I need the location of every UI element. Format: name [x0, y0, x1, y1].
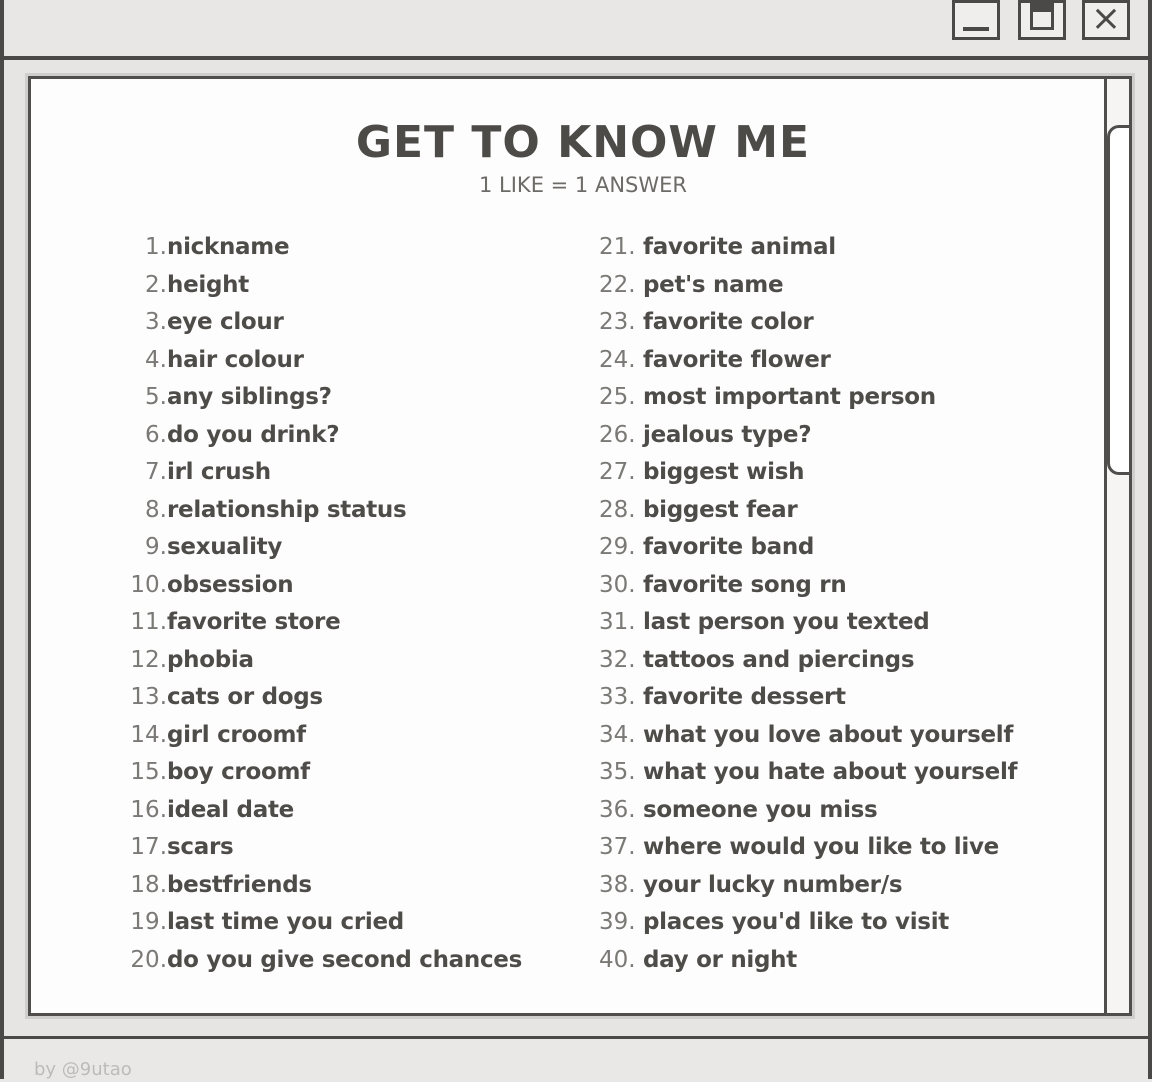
question-item	[599, 642, 1017, 680]
question-item	[123, 792, 522, 830]
question-item	[599, 417, 1017, 455]
question-item	[123, 417, 522, 455]
title-bar	[4, 0, 1148, 60]
minimize-icon	[963, 27, 989, 31]
question-number: 17.	[130, 834, 167, 860]
question-number: 24.	[599, 346, 636, 373]
question-item	[599, 717, 1017, 755]
question-number: 40.	[599, 946, 636, 973]
question-text: pet's name	[643, 271, 784, 298]
footer-strip	[4, 1036, 1148, 1082]
question-number: 13.	[130, 684, 167, 710]
question-text: what you hate about yourself	[643, 759, 1018, 785]
content-panel	[28, 76, 1132, 1016]
question-text: hair colour	[167, 346, 304, 373]
question-text: sexuality	[167, 534, 283, 560]
question-item	[123, 492, 522, 530]
scrollbar-thumb[interactable]	[1107, 125, 1129, 475]
question-text: day or night	[643, 946, 797, 973]
question-number: 26.	[599, 421, 636, 448]
question-text: irl crush	[167, 459, 271, 485]
question-item	[123, 529, 522, 567]
minimize-button[interactable]	[952, 0, 1000, 40]
question-item	[123, 267, 522, 305]
question-number: 19.	[130, 909, 167, 935]
question-text: cats or dogs	[167, 684, 323, 710]
question-text: any siblings?	[167, 384, 332, 410]
question-number: 32.	[599, 646, 636, 673]
question-list-left	[123, 229, 522, 979]
question-number: 8.	[145, 496, 167, 523]
question-item	[123, 454, 522, 492]
question-item	[599, 454, 1017, 492]
question-item	[599, 829, 1017, 867]
question-item	[599, 754, 1017, 792]
question-item	[599, 529, 1017, 567]
question-item	[123, 642, 522, 680]
question-text: boy croomf	[167, 759, 310, 785]
question-text: favorite song rn	[643, 571, 847, 598]
question-number: 5.	[145, 384, 167, 410]
question-item	[123, 867, 522, 905]
question-number: 33.	[599, 684, 636, 710]
page-subtitle: 1 LIKE = 1 ANSWER	[479, 173, 687, 197]
question-number: 29.	[599, 534, 636, 560]
question-item	[599, 304, 1017, 342]
question-number: 22.	[599, 271, 636, 298]
question-number: 36.	[599, 796, 636, 823]
question-number: 37.	[599, 834, 636, 860]
question-text: favorite flower	[643, 346, 831, 373]
question-item	[599, 792, 1017, 830]
question-item	[599, 679, 1017, 717]
question-text: do you give second chances	[167, 946, 522, 973]
question-text: girl croomf	[167, 721, 306, 748]
question-item	[123, 829, 522, 867]
question-item	[123, 604, 522, 642]
question-number: 38.	[599, 871, 636, 898]
close-icon: ×	[1090, 0, 1122, 39]
question-number: 16.	[130, 796, 167, 823]
question-text: eye clour	[167, 309, 284, 335]
question-item	[123, 679, 522, 717]
question-text: ideal date	[167, 796, 294, 823]
question-item	[123, 567, 522, 605]
question-number: 20.	[130, 946, 167, 973]
question-text: favorite color	[643, 309, 814, 335]
question-text: favorite store	[167, 609, 341, 635]
question-text: someone you miss	[643, 796, 878, 823]
question-number: 30.	[599, 571, 636, 598]
question-number: 9.	[145, 534, 167, 560]
question-text: last time you cried	[167, 909, 404, 935]
question-item	[599, 904, 1017, 942]
question-number: 11.	[130, 609, 167, 635]
maximize-icon	[1030, 3, 1054, 30]
question-text: your lucky number/s	[643, 871, 903, 898]
scrollbar-track[interactable]	[1104, 79, 1129, 1013]
question-item	[599, 942, 1017, 980]
question-number: 31.	[599, 609, 636, 635]
question-number: 4.	[145, 346, 167, 373]
question-text: favorite band	[643, 534, 815, 560]
question-item	[599, 379, 1017, 417]
credit-text: by @9utao	[34, 1059, 132, 1080]
question-number: 1.	[145, 234, 167, 260]
question-text: height	[167, 271, 249, 298]
question-item	[123, 342, 522, 380]
question-number: 14.	[130, 721, 167, 748]
question-item	[123, 717, 522, 755]
question-item	[123, 942, 522, 980]
close-button[interactable]	[1082, 0, 1130, 40]
question-list-right	[599, 229, 1017, 979]
question-item	[123, 904, 522, 942]
question-text: last person you texted	[643, 609, 930, 635]
question-number: 3.	[145, 309, 167, 335]
question-text: obsession	[167, 571, 294, 598]
maximize-button[interactable]	[1018, 0, 1066, 40]
question-text: places you'd like to visit	[643, 909, 949, 935]
question-text: scars	[167, 834, 234, 860]
question-number: 10.	[130, 571, 167, 598]
question-item	[123, 379, 522, 417]
question-number: 15.	[130, 759, 167, 785]
question-text: favorite animal	[643, 234, 836, 260]
question-item	[123, 229, 522, 267]
question-item	[599, 229, 1017, 267]
question-number: 2.	[145, 271, 167, 298]
question-text: where would you like to live	[643, 834, 999, 860]
question-item	[599, 867, 1017, 905]
question-number: 7.	[145, 459, 167, 485]
page-title: GET TO KNOW ME	[355, 117, 811, 168]
question-text: relationship status	[167, 496, 407, 523]
question-number: 28.	[599, 496, 636, 523]
question-text: nickname	[167, 234, 290, 260]
question-number: 21.	[599, 234, 636, 260]
question-number: 12.	[130, 646, 167, 673]
question-number: 25.	[599, 384, 636, 410]
question-text: jealous type?	[643, 421, 812, 448]
question-number: 34.	[599, 721, 636, 748]
question-number: 18.	[130, 871, 167, 898]
question-text: tattoos and piercings	[643, 646, 915, 673]
question-item	[599, 604, 1017, 642]
question-number: 39.	[599, 909, 636, 935]
question-number: 35.	[599, 759, 636, 785]
question-item	[123, 754, 522, 792]
question-text: favorite dessert	[643, 684, 846, 710]
question-item	[599, 567, 1017, 605]
question-number: 23.	[599, 309, 636, 335]
question-text: bestfriends	[167, 871, 312, 898]
question-item	[599, 492, 1017, 530]
question-text: biggest fear	[643, 496, 798, 523]
question-item	[599, 342, 1017, 380]
question-text: phobia	[167, 646, 254, 673]
question-number: 27.	[599, 459, 636, 485]
question-text: what you love about yourself	[643, 721, 1014, 748]
question-text: do you drink?	[167, 421, 340, 448]
question-item	[123, 304, 522, 342]
question-text: biggest wish	[643, 459, 805, 485]
question-item	[599, 267, 1017, 305]
question-text: most important person	[643, 384, 936, 410]
question-number: 6.	[145, 421, 167, 448]
